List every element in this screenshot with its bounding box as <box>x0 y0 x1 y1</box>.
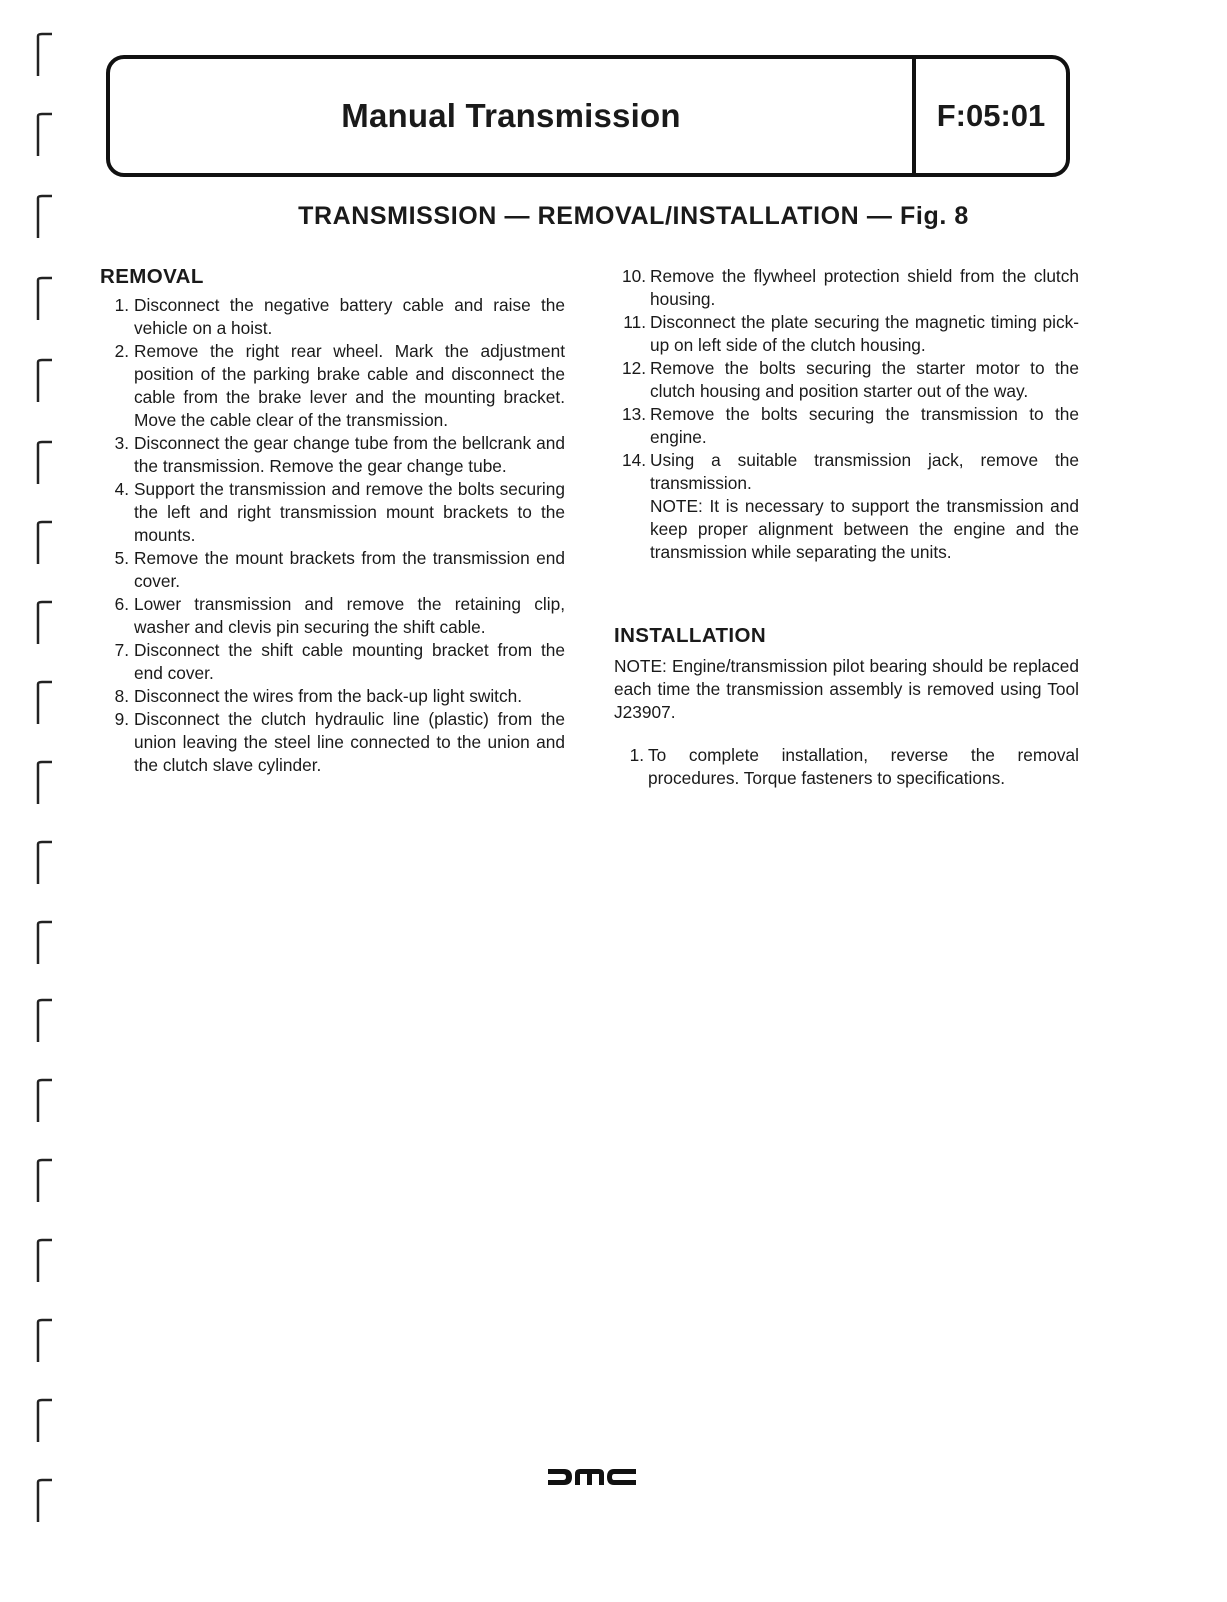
binder-hole-icon <box>30 678 60 726</box>
removal-step <box>100 685 565 708</box>
removal-step <box>100 478 565 547</box>
removal-step <box>614 403 1079 449</box>
step-text: Disconnect the clutch hydraulic line (plastic) from the union leaving the steel line connected to the union and the clutch slave cylinder. <box>134 709 565 775</box>
step-text: Disconnect the shift cable mounting bracket from the end cover. <box>134 640 565 683</box>
step-number: 13. <box>621 404 646 424</box>
step-number: 2. <box>114 341 129 361</box>
removal-heading: REMOVAL <box>100 265 204 288</box>
removal-step <box>100 547 565 593</box>
binder-hole-icon <box>30 838 60 886</box>
step-number: 9. <box>114 709 129 729</box>
binder-hole-icon <box>30 438 60 486</box>
removal-column <box>100 265 565 777</box>
binder-hole-icon <box>30 758 60 806</box>
removal-step <box>100 294 565 340</box>
binder-hole-icon <box>30 110 60 158</box>
step-text: Remove the flywheel protection shield from the clutch housing. <box>650 266 1079 309</box>
step-number: 1. <box>114 295 129 315</box>
step-text: Disconnect the gear change tube from the bellcrank and the transmission. Remove the gear change tube. <box>134 433 565 476</box>
section-title: TRANSMISSION — REMOVAL/INSTALLATION — Fig. 8 <box>298 202 969 230</box>
step-number: 4. <box>114 479 129 499</box>
removal-step <box>614 357 1079 403</box>
removal-step <box>614 265 1079 311</box>
step-number: 14. <box>621 450 646 470</box>
page-header <box>106 55 1070 177</box>
step-number: 1. <box>629 745 644 765</box>
removal-step <box>100 432 565 478</box>
removal-step <box>100 708 565 777</box>
binder-hole-icon <box>30 356 60 404</box>
binder-marks <box>30 30 70 1560</box>
step-text: Remove the mount brackets from the transmission end cover. <box>134 548 565 591</box>
binder-hole-icon <box>30 518 60 566</box>
removal-step <box>614 449 1079 564</box>
installation-heading: INSTALLATION <box>614 624 767 647</box>
installation-step <box>614 744 1079 790</box>
dmc-logo <box>548 1467 636 1487</box>
installation-note: NOTE: Engine/transmission pilot bearing should be replaced each time the transmission assembly is removed using Tool J23907. <box>614 656 1079 722</box>
binder-hole-icon <box>30 1316 60 1364</box>
removal-steps-list-continued <box>614 265 1079 564</box>
step-number: 5. <box>114 548 129 568</box>
step-text-container <box>650 449 1079 564</box>
step-number: 11. <box>623 312 646 332</box>
binder-hole-icon <box>30 918 60 966</box>
step-text: Disconnect the negative battery cable and raise the vehicle on a hoist. <box>134 295 565 338</box>
step-text: Remove the bolts securing the transmission to the engine. <box>650 404 1079 447</box>
removal-step <box>100 593 565 639</box>
step-number: 8. <box>114 686 129 706</box>
step-text: To complete installation, reverse the removal procedures. Torque fasteners to specifications. <box>648 745 1079 788</box>
binder-hole-icon <box>30 274 60 322</box>
step-text: Disconnect the plate securing the magnetic timing pick-up on left side of the clutch housing. <box>650 312 1079 355</box>
binder-hole-icon <box>30 1076 60 1124</box>
step-text: Using a suitable transmission jack, remove the transmission. <box>650 450 1079 493</box>
binder-hole-icon <box>30 1156 60 1204</box>
binder-hole-icon <box>30 30 60 78</box>
removal-step <box>100 340 565 432</box>
removal-step <box>100 639 565 685</box>
step-text: Support the transmission and remove the bolts securing the left and right transmission mount brackets to the mounts. <box>134 479 565 545</box>
removal-step <box>614 311 1079 357</box>
section-code: F:05:01 <box>936 98 1046 133</box>
step-number: 12. <box>621 358 646 378</box>
binder-hole-icon <box>30 1476 60 1524</box>
step-number: 3. <box>114 433 129 453</box>
step-text: Lower transmission and remove the retaining clip, washer and clevis pin securing the shift cable. <box>134 594 565 637</box>
binder-hole-icon <box>30 1396 60 1444</box>
step-text: Remove the right rear wheel. Mark the adjustment position of the parking brake cable and disconnect the cable from the brake lever and the mounting bracket. Move the cable clear of the transmission. <box>134 341 565 430</box>
step-number: 10. <box>621 266 646 286</box>
step-number: 7. <box>114 640 129 660</box>
binder-hole-icon <box>30 996 60 1044</box>
installation-steps-list <box>614 744 1079 790</box>
step-text: Disconnect the wires from the back-up light switch. <box>134 686 523 706</box>
step-text: Remove the bolts securing the starter motor to the clutch housing and position starter out of the way. <box>650 358 1079 401</box>
dmc-logo-icon <box>548 1467 636 1487</box>
binder-hole-icon <box>30 1236 60 1284</box>
right-column <box>614 265 1079 790</box>
step-note: NOTE: It is necessary to support the transmission and keep proper alignment between the engine and the transmission while separating the units. <box>650 496 1079 562</box>
binder-hole-icon <box>30 598 60 646</box>
page-title: Manual Transmission <box>341 97 681 134</box>
removal-steps-list <box>100 294 565 777</box>
step-number: 6. <box>114 594 129 614</box>
